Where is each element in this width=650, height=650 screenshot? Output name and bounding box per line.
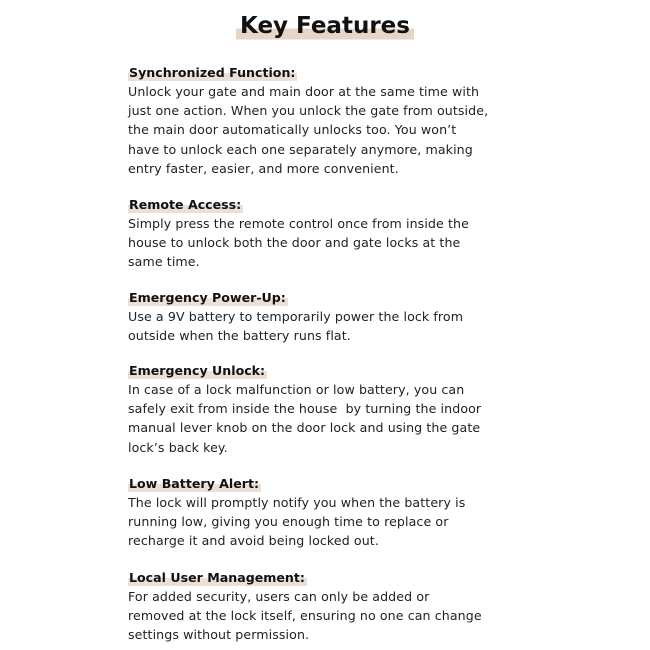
- feature-line: Unlock your gate and main door at the same time with: [128, 84, 480, 99]
- feature-line: Simply press the remote control once from inside the: [128, 216, 469, 231]
- page-title: Key Features: [236, 10, 414, 42]
- feature-description: [128, 82, 488, 178]
- feature-description: [128, 587, 482, 645]
- feature-line: recharge it and avoid being locked out.: [128, 533, 379, 549]
- feature-local-user-management: [128, 567, 482, 645]
- feature-line: running low, giving you enough time to replace or: [128, 514, 449, 530]
- feature-synchronized-function: [128, 62, 488, 178]
- feature-line: house to unlock both the door and gate locks at the: [128, 235, 461, 251]
- feature-heading: Local User Management:: [129, 570, 305, 585]
- feature-line: manual lever knob on the door lock and using the gate: [128, 420, 481, 436]
- feature-line: safely exit from inside the house by turning the indoor: [128, 401, 482, 417]
- feature-line: the main door automatically unlocks too. You won’t: [128, 122, 457, 138]
- feature-description: [128, 214, 469, 272]
- feature-line: In case of a lock malfunction or low battery, you can: [128, 382, 465, 397]
- feature-emergency-unlock: [128, 360, 481, 457]
- feature-line: settings without permission.: [128, 627, 310, 643]
- feature-remote-access: [128, 194, 469, 272]
- feature-heading: Synchronized Function:: [129, 65, 296, 80]
- feature-heading: Emergency Unlock:: [129, 363, 266, 378]
- feature-line: entry faster, easier, and more convenient.: [128, 160, 399, 176]
- feature-description: [128, 380, 481, 457]
- feature-line: Use a 9V battery to temporarily power the lock from: [128, 309, 464, 324]
- title-container: [0, 10, 650, 42]
- feature-description: [128, 307, 463, 345]
- feature-low-battery-alert: [128, 473, 465, 551]
- feature-line: lock’s back key.: [128, 439, 228, 455]
- feature-line: have to unlock each one separately anymore, making: [128, 141, 473, 157]
- feature-description: [128, 493, 465, 551]
- feature-heading: Low Battery Alert:: [129, 476, 260, 491]
- feature-heading: Remote Access:: [129, 197, 242, 212]
- feature-heading: Emergency Power-Up:: [129, 290, 286, 305]
- feature-line: outside when the battery runs flat.: [128, 328, 351, 344]
- feature-line: just one action. When you unlock the gate from outside,: [128, 103, 489, 119]
- feature-line: The lock will promptly notify you when the battery is: [128, 495, 466, 510]
- feature-line: For added security, users can only be added or: [128, 589, 430, 604]
- feature-emergency-power-up: [128, 287, 463, 345]
- feature-line: removed at the lock itself, ensuring no one can change: [128, 608, 482, 624]
- feature-line: same time.: [128, 254, 200, 270]
